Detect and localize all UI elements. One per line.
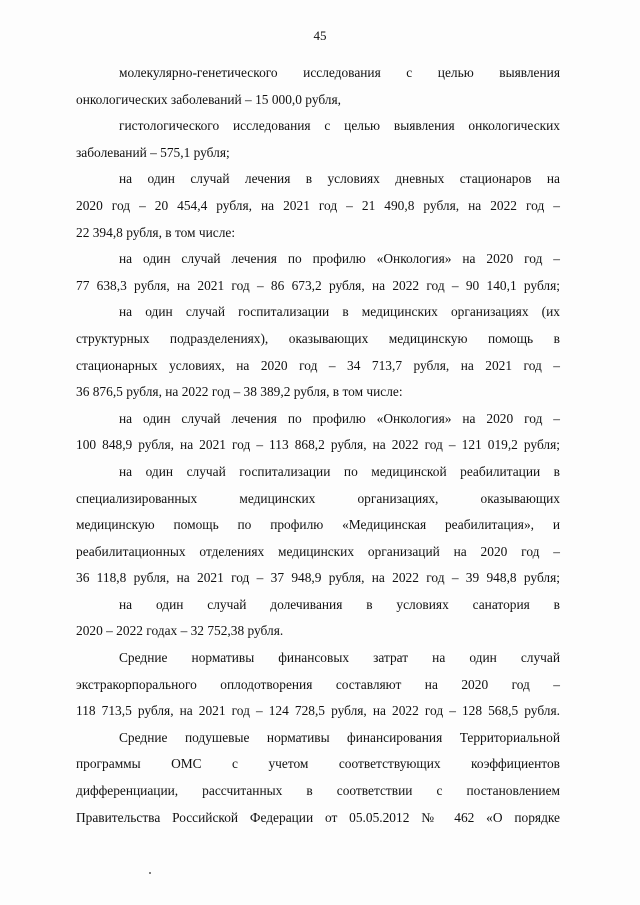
text-line: на один случай долечивания в условиях санатория в: [119, 596, 560, 612]
text-line: на один случай лечения по профилю «Онкология» на 2020 год –: [119, 410, 560, 426]
text-line: молекулярно-генетического исследования с целью выявления: [119, 65, 560, 80]
text-line: структурных подразделениях), оказывающих медицинскую помощь в: [76, 330, 560, 346]
text-line: 36 118,8 рубля, на 2021 год – 37 948,9 рубля, на 2022 год – 39 948,8 рубля;: [76, 570, 560, 586]
text-line: на один случай госпитализации в медицинских организациях (их: [119, 304, 560, 320]
text-line: Средние подушевые нормативы финансирования Территориальной: [119, 729, 560, 745]
text-line: 22 394,8 рубля, в том числе:: [76, 224, 236, 240]
text-line: 2020 – 2022 годах – 32 752,38 рубля.: [76, 623, 284, 639]
page-number: 45: [313, 28, 327, 43]
scan-dot-mark: [149, 872, 151, 874]
text-line: на один случай лечения по профилю «Онкология» на 2020 год –: [119, 251, 560, 267]
text-line: 118 713,5 рубля, на 2021 год – 124 728,5 рубля, на 2022 год – 128 568,5 рубля.: [76, 703, 560, 719]
text-line: программы ОМС с учетом соответствующих коэффициентов: [76, 756, 560, 772]
text-line: дифференциации, рассчитанных в соответствии с постановлением: [76, 783, 560, 799]
text-line: 77 638,3 рубля, на 2021 год – 86 673,2 рубля, на 2022 год – 90 140,1 рубля;: [76, 277, 560, 293]
text-line: 2020 год – 20 454,4 рубля, на 2021 год – 21 490,8 рубля, на 2022 год –: [76, 197, 560, 213]
text-line: Правительства Российской Федерации от 05.05.2012 № 462 «О порядке: [76, 809, 560, 825]
text-line: гистологического исследования с целью выявления онкологических: [119, 118, 560, 134]
text-line: 100 848,9 рубля, на 2021 год – 113 868,2 рубля, на 2022 год – 121 019,2 рубля;: [76, 437, 560, 453]
text-line: стационарных условиях, на 2020 год – 34 713,7 рубля, на 2021 год –: [76, 357, 560, 373]
text-line: онкологических заболеваний – 15 000,0 рубля,: [76, 91, 341, 107]
text-line: на один случай госпитализации по медицинской реабилитации в: [119, 463, 560, 479]
text-line: реабилитационных отделениях медицинских организаций на 2020 год –: [76, 543, 560, 559]
text-line: 36 876,5 рубля, на 2022 год – 38 389,2 рубля, в том числе:: [76, 384, 403, 400]
text-line: медицинскую помощь по профилю «Медицинская реабилитация», и: [76, 517, 560, 533]
text-line: заболеваний – 575,1 рубля;: [76, 144, 230, 160]
text-line: специализированных медицинских организациях, оказывающих: [76, 490, 560, 506]
body-text: [76, 60, 560, 831]
text-line: Средние нормативы финансовых затрат на один случай: [119, 650, 560, 666]
text-line: на один случай лечения в условиях дневных стационаров на: [119, 171, 560, 187]
text-line: экстракорпорального оплодотворения составляют на 2020 год –: [76, 676, 560, 692]
